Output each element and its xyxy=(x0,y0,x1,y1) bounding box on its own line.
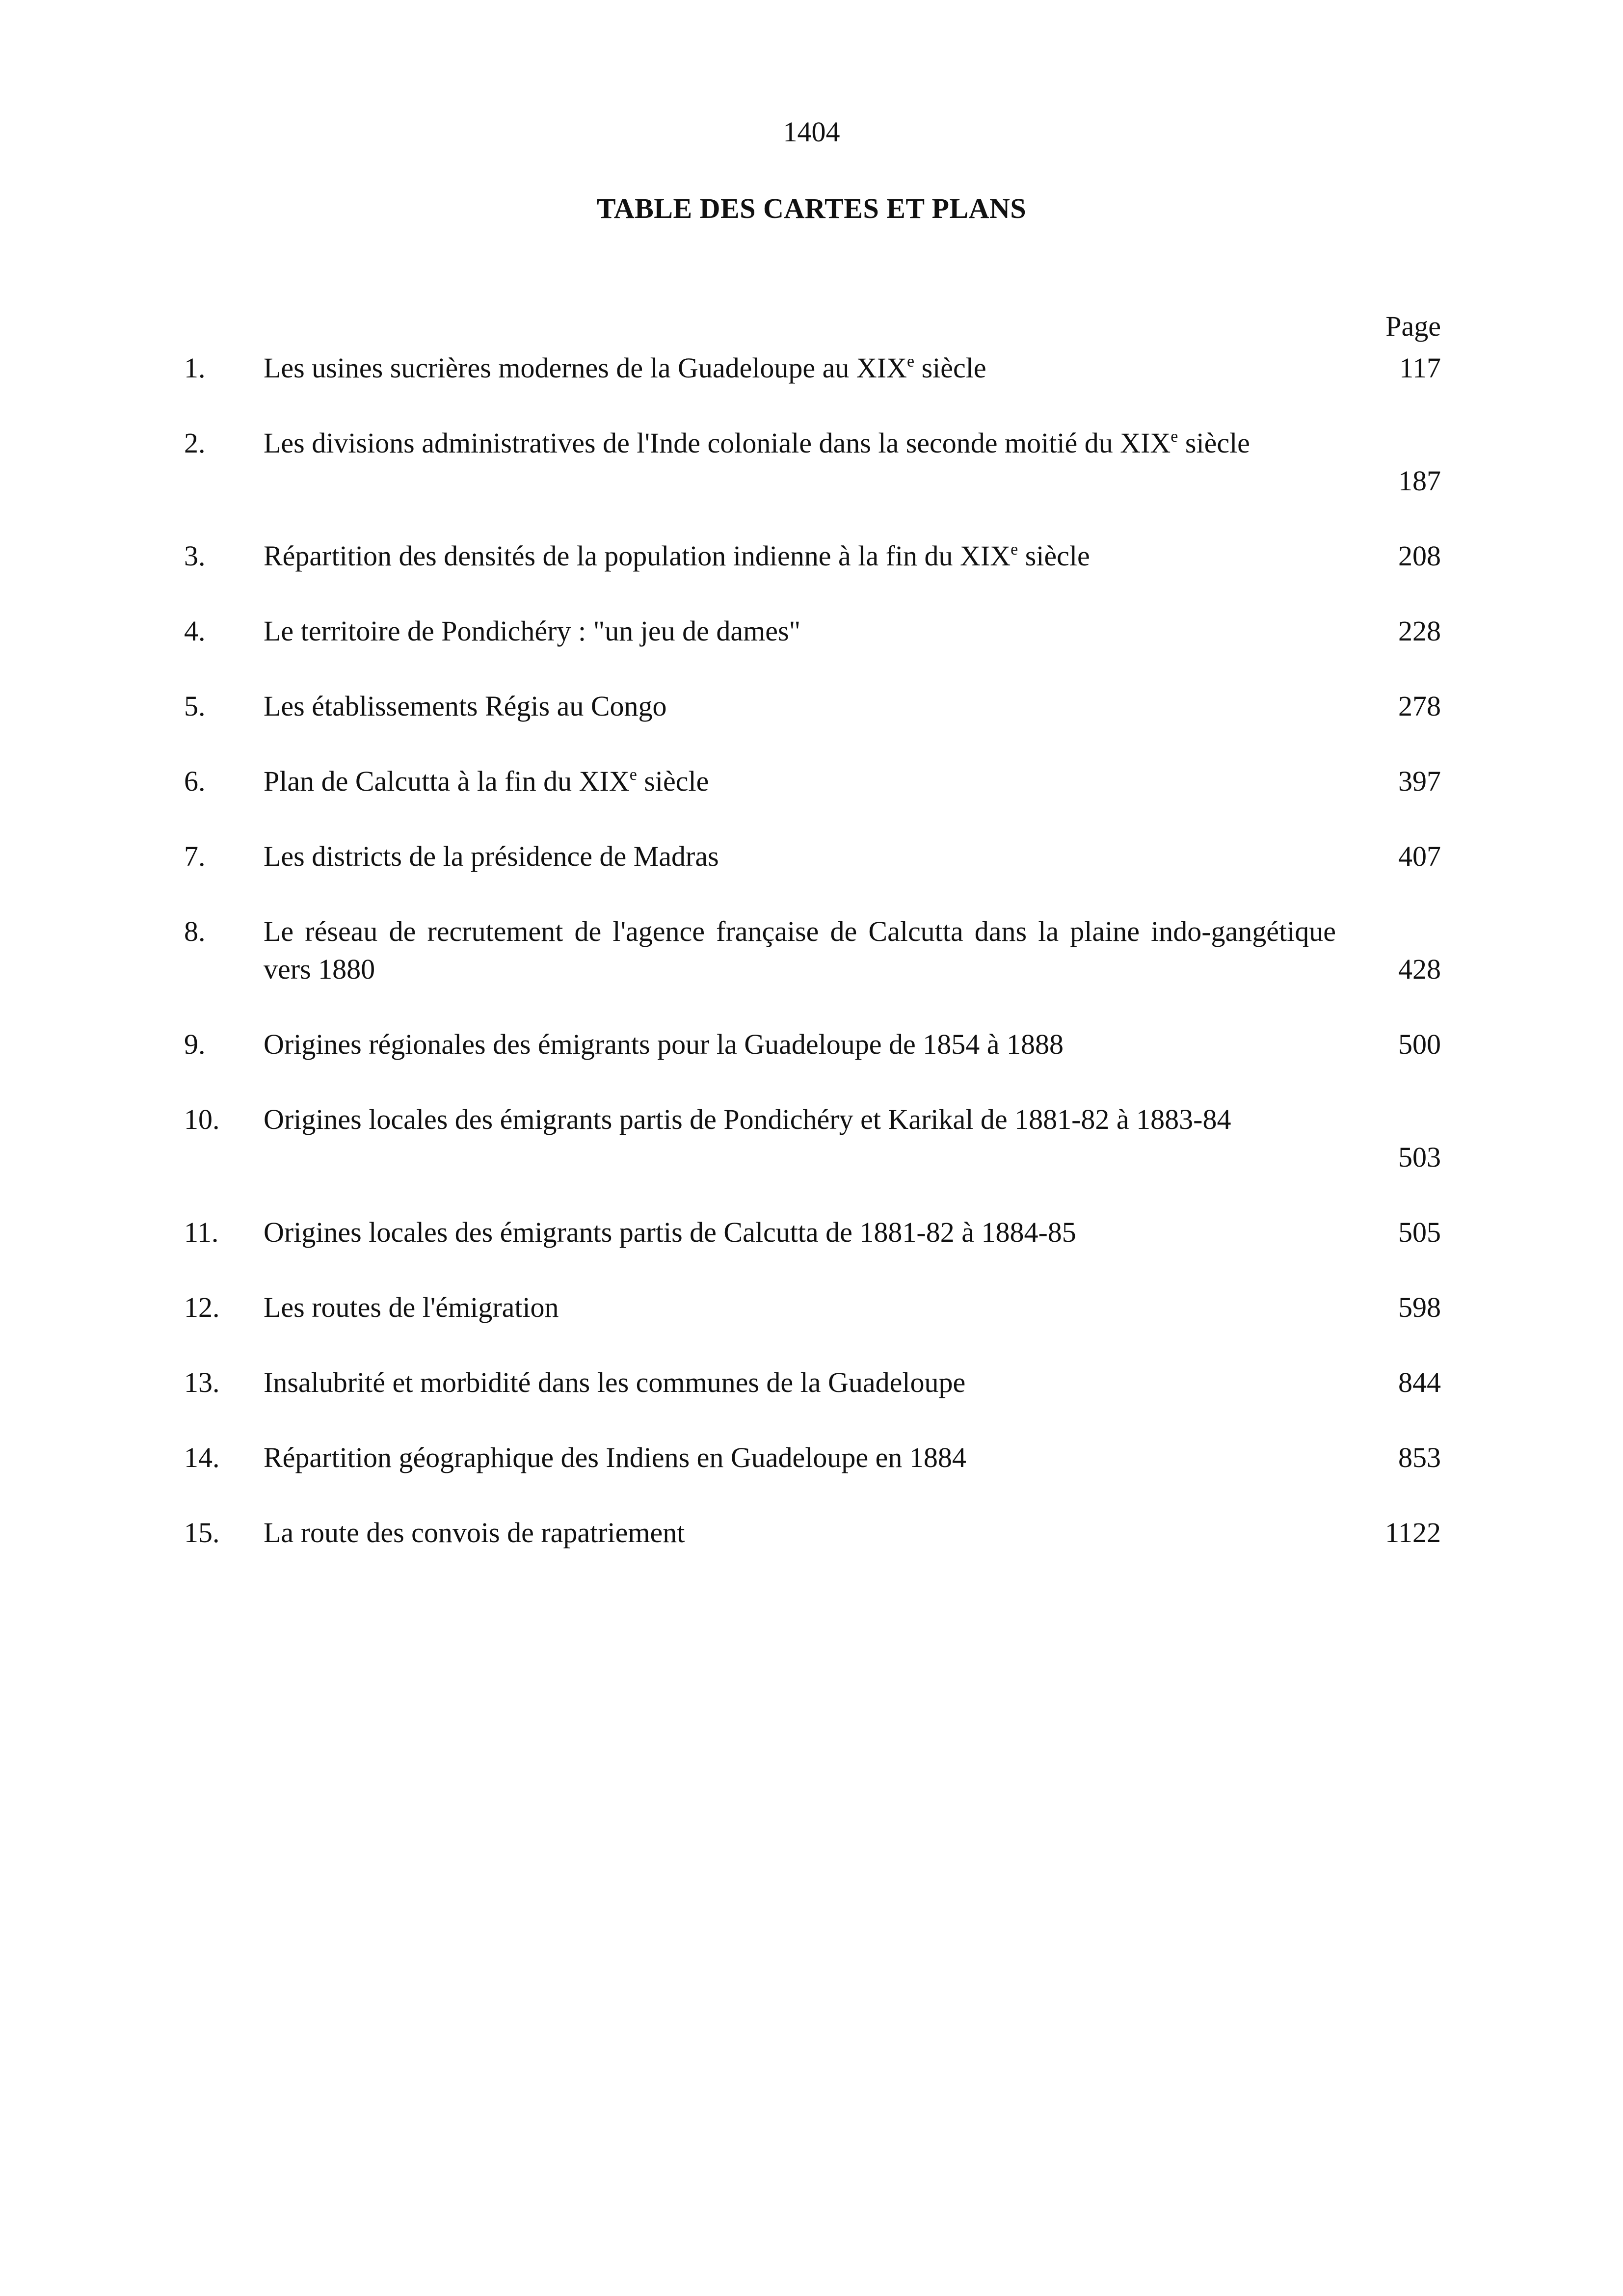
entry-title: Origines locales des émigrants partis de Calcutta de 1881-82 à 1884-85 xyxy=(264,1216,1076,1248)
entry-title: Les usines sucrières modernes de la Guadeloupe au XIXe siècle xyxy=(264,352,986,384)
entry-page: 428 xyxy=(1398,953,1441,985)
entry-number: 2. xyxy=(184,427,206,459)
entry-page: 117 xyxy=(1399,352,1441,384)
entry-title: Répartition des densités de la population indienne à la fin du XIXe siècle xyxy=(264,540,1090,572)
entry-title: Plan de Calcutta à la fin du XIXe siècle xyxy=(264,765,709,797)
entry-number: 6. xyxy=(184,765,206,797)
entry-page: 228 xyxy=(1398,615,1441,647)
entry-title: Répartition géographique des Indiens en Guadeloupe en 1884 xyxy=(264,1442,966,1473)
entry-number: 3. xyxy=(184,540,206,572)
entry-number: 10. xyxy=(184,1103,220,1135)
entry-title: Le territoire de Pondichéry : "un jeu de dames" xyxy=(264,615,801,647)
entry-title: Les divisions administratives de l'Inde coloniale dans la seconde moitié du XIXe siècle xyxy=(264,427,1250,459)
page-column-header: Page xyxy=(1385,310,1441,342)
entry-page: 505 xyxy=(1398,1216,1441,1248)
entry-number: 11. xyxy=(184,1216,219,1248)
entry-number: 15. xyxy=(184,1517,220,1548)
entry-number: 1. xyxy=(184,352,206,384)
entry-number: 4. xyxy=(184,615,206,647)
entry-page: 503 xyxy=(1398,1141,1441,1173)
entry-page: 853 xyxy=(1398,1442,1441,1473)
entry-number: 13. xyxy=(184,1366,220,1398)
entry-page: 407 xyxy=(1398,840,1441,872)
entry-number: 12. xyxy=(184,1291,220,1323)
entry-title: Les routes de l'émigration xyxy=(264,1291,559,1323)
entry-number: 5. xyxy=(184,690,206,722)
page-title: TABLE DES CARTES ET PLANS xyxy=(596,192,1027,224)
entry-page: 500 xyxy=(1398,1028,1441,1060)
entry-title: Insalubrité et morbidité dans les communes de la Guadeloupe xyxy=(264,1366,966,1398)
entry-page: 278 xyxy=(1398,690,1441,722)
entry-title: Origines régionales des émigrants pour la Guadeloupe de 1854 à 1888 xyxy=(264,1028,1064,1060)
entry-page: 1122 xyxy=(1385,1517,1441,1548)
entry-title: Le réseau de recrutement de l'agence française de Calcutta dans la plaine indo-gangétique vers 1880 xyxy=(264,915,1336,985)
entry-number: 7. xyxy=(184,840,206,872)
entry-title: La route des convois de rapatriement xyxy=(264,1517,685,1548)
entry-number: 8. xyxy=(184,915,206,947)
entry-page: 187 xyxy=(1398,465,1441,497)
entry-page: 208 xyxy=(1398,540,1441,572)
entry-title: Les districts de la présidence de Madras xyxy=(264,840,719,872)
entry-number: 14. xyxy=(184,1442,220,1473)
entry-page: 397 xyxy=(1398,765,1441,797)
entry-page: 844 xyxy=(1398,1366,1441,1398)
page-number: 1404 xyxy=(783,116,840,148)
entry-number: 9. xyxy=(184,1028,206,1060)
entry-page: 598 xyxy=(1398,1291,1441,1323)
entry-title: Origines locales des émigrants partis de Pondichéry et Karikal de 1881-82 à 1883-84 xyxy=(264,1103,1231,1135)
entry-title: Les établissements Régis au Congo xyxy=(264,690,667,722)
